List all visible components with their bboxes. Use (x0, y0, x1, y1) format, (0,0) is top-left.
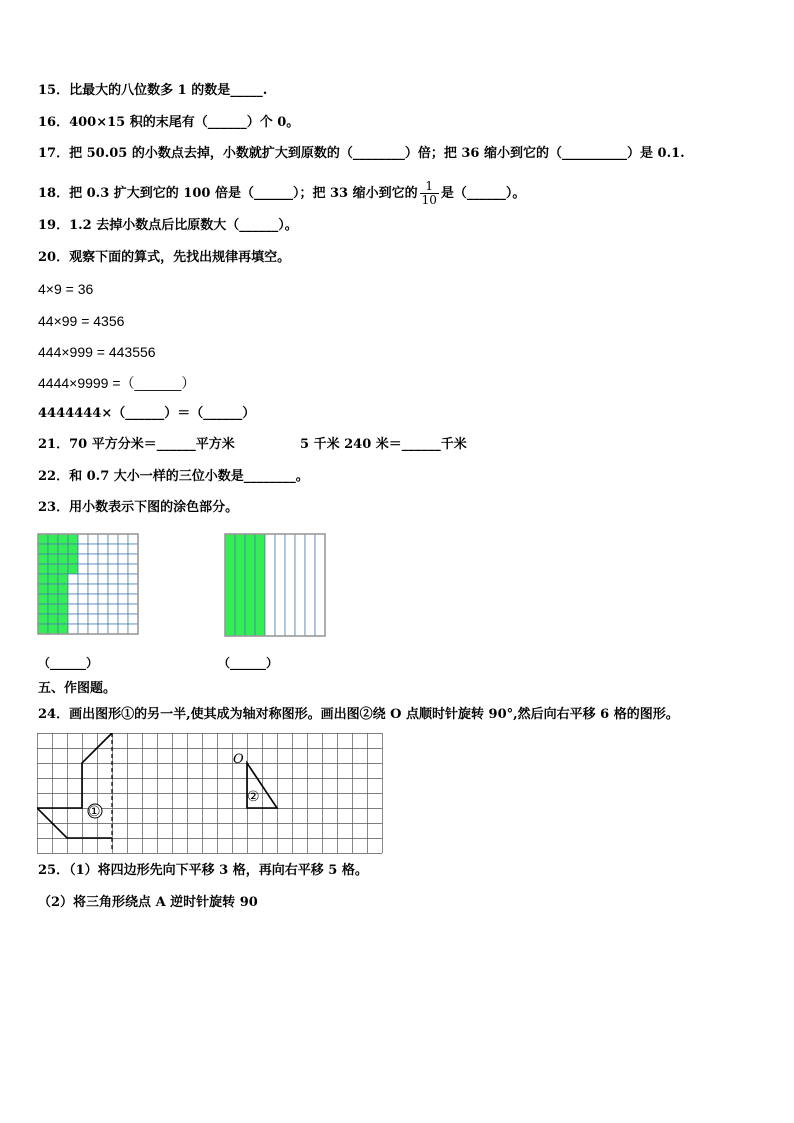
question-23: 23．用小数表示下图的涂色部分。 (38, 500, 239, 515)
grid-cell (118, 584, 128, 594)
grid-cell (118, 624, 128, 634)
grid-cell (38, 574, 48, 584)
grid-cell (88, 574, 98, 584)
grid-cell (128, 564, 138, 574)
grid-cell (38, 554, 48, 564)
grid-cell (118, 564, 128, 574)
grid-cell (108, 604, 118, 614)
grid-cell (48, 564, 58, 574)
question-21-b: 5 千米 240 米＝______千米 (300, 437, 467, 452)
grid-cell (88, 624, 98, 634)
equation-3: 444×999 = 443556 (38, 344, 156, 360)
grid-cell (38, 564, 48, 574)
grid-cell (38, 624, 48, 634)
grid-cell (128, 604, 138, 614)
strip-cell (295, 534, 305, 636)
grid-cell (58, 574, 68, 584)
grid-cell (68, 584, 78, 594)
grid-cell (108, 584, 118, 594)
fraction-numerator: 1 (420, 180, 439, 194)
grid-cell (68, 554, 78, 564)
grid-cell (128, 554, 138, 564)
grid-cell (128, 614, 138, 624)
figure-hundred-grid (37, 533, 141, 637)
grid-cell (38, 584, 48, 594)
question-20: 20．观察下面的算式，先找出规律再填空。 (38, 250, 291, 265)
grid-cell (98, 564, 108, 574)
grid-cell (48, 554, 58, 564)
figure-1-answer: （______） (38, 656, 99, 670)
grid-cell (38, 544, 48, 554)
grid-cell (88, 564, 98, 574)
figure-2-answer: （______） (218, 656, 279, 670)
grid-cell (68, 564, 78, 574)
question-17: 17．把 50.05 的小数点去掉，小数就扩大到原数的（________）倍；把 36 缩小到它的（__________）是 0.1. (38, 146, 685, 161)
grid-cell (48, 574, 58, 584)
figure-strip-grid (224, 533, 330, 639)
grid-cell (98, 624, 108, 634)
question-18-part-a: 18．把 0.3 扩大到它的 100 倍是（______）；把 33 缩小到它的 (38, 186, 418, 201)
grid-cell (128, 584, 138, 594)
strip-cell (255, 534, 265, 636)
grid-cell (108, 564, 118, 574)
question-16: 16．400×15 积的末尾有（______）个 0。 (38, 115, 300, 130)
question-19: 19．1.2 去掉小数点后比原数大（______）。 (38, 218, 298, 233)
grid-cell (38, 534, 48, 544)
grid-cell (98, 614, 108, 624)
grid-cell (48, 594, 58, 604)
question-18-part-b: 是（______）。 (440, 186, 526, 201)
strip-cell (315, 534, 325, 636)
grid-cell (118, 614, 128, 624)
drawing-grid (37, 733, 395, 855)
strip-cell (275, 534, 285, 636)
grid-cell (88, 554, 98, 564)
grid-cell (88, 594, 98, 604)
grid-cell (128, 534, 138, 544)
grid-cell (98, 584, 108, 594)
grid-cell (98, 574, 108, 584)
equation-1: 4×9 = 36 (38, 281, 94, 297)
question-21-a: 21．70 平方分米＝______平方米 (38, 437, 235, 452)
grid-cell (78, 584, 88, 594)
fraction-denominator: 10 (421, 193, 437, 207)
grid-cell (38, 614, 48, 624)
grid-cell (78, 594, 88, 604)
grid-cell (78, 614, 88, 624)
grid-cell (78, 554, 88, 564)
grid-cell (88, 604, 98, 614)
strip-cell (245, 534, 255, 636)
question-25-part-2: （2）将三角形绕点 A 逆时针旋转 90 (38, 895, 258, 910)
grid-cell (108, 614, 118, 624)
grid-cell (128, 594, 138, 604)
grid-cell (68, 574, 78, 584)
grid-cell (118, 594, 128, 604)
grid-cell (118, 574, 128, 584)
section-five-title: 五、作图题。 (38, 681, 117, 696)
grid-cell (118, 534, 128, 544)
grid-cell (98, 554, 108, 564)
grid-cell (108, 534, 118, 544)
grid-cell (88, 534, 98, 544)
grid-cell (58, 604, 68, 614)
grid-cell (88, 544, 98, 554)
grid-cell (78, 544, 88, 554)
grid-cell (68, 614, 78, 624)
strip-cell (265, 534, 275, 636)
grid-cell (98, 544, 108, 554)
grid-cell (118, 544, 128, 554)
grid-cell (58, 554, 68, 564)
shape-2-label: ② (247, 789, 260, 805)
grid-cell (68, 594, 78, 604)
equation-5: 4444444×（______）＝（______） (38, 406, 256, 421)
grid-cell (78, 624, 88, 634)
grid-cell (48, 614, 58, 624)
point-o-label: O (233, 752, 244, 767)
grid-cell (38, 604, 48, 614)
grid-cell (98, 594, 108, 604)
grid-cell (118, 554, 128, 564)
question-22: 22．和 0.7 大小一样的三位小数是________。 (38, 469, 309, 484)
strip-cell (225, 534, 235, 636)
grid-cell (58, 594, 68, 604)
strip-cell (235, 534, 245, 636)
grid-cell (98, 604, 108, 614)
grid-cell (48, 604, 58, 614)
grid-cell (58, 544, 68, 554)
grid-cell (48, 584, 58, 594)
shape-1-label: ① (88, 804, 101, 820)
grid-cell (68, 534, 78, 544)
grid-cell (78, 534, 88, 544)
grid-cell (58, 624, 68, 634)
grid-cell (48, 534, 58, 544)
grid-cell (128, 624, 138, 634)
grid-cell (48, 544, 58, 554)
grid-cell (108, 624, 118, 634)
grid-cell (68, 604, 78, 614)
grid-cell (108, 554, 118, 564)
fraction (420, 180, 439, 207)
grid-cell (108, 574, 118, 584)
grid-cell (78, 574, 88, 584)
grid-cell (68, 544, 78, 554)
equation-4: 4444×9999 =（______） (38, 375, 196, 391)
question-24: 24．画出图形①的另一半,使其成为轴对称图形。画出图②绕 O 点顺时针旋转 90°,然后向右平移 6 格的图形。 (38, 707, 679, 722)
grid-cell (48, 624, 58, 634)
question-25-part-1: 25．（1）将四边形先向下平移 3 格，再向右平移 5 格。 (38, 863, 368, 878)
grid-cell (108, 594, 118, 604)
grid-cell (128, 574, 138, 584)
grid-cell (118, 604, 128, 614)
question-18 (38, 180, 525, 207)
grid-cell (58, 564, 68, 574)
grid-cell (68, 624, 78, 634)
grid-cell (98, 534, 108, 544)
grid-cell (78, 604, 88, 614)
question-15: 15．比最大的八位数多 1 的数是_____. (38, 83, 268, 98)
strip-cell (285, 534, 295, 636)
strip-cell (305, 534, 315, 636)
grid-cell (128, 544, 138, 554)
grid-cell (108, 544, 118, 554)
grid-cell (58, 534, 68, 544)
grid-cell (58, 614, 68, 624)
grid-cell (58, 584, 68, 594)
equation-2: 44×99 = 4356 (38, 313, 125, 329)
grid-cell (38, 594, 48, 604)
grid-cell (88, 584, 98, 594)
grid-cell (78, 564, 88, 574)
grid-cell (88, 614, 98, 624)
